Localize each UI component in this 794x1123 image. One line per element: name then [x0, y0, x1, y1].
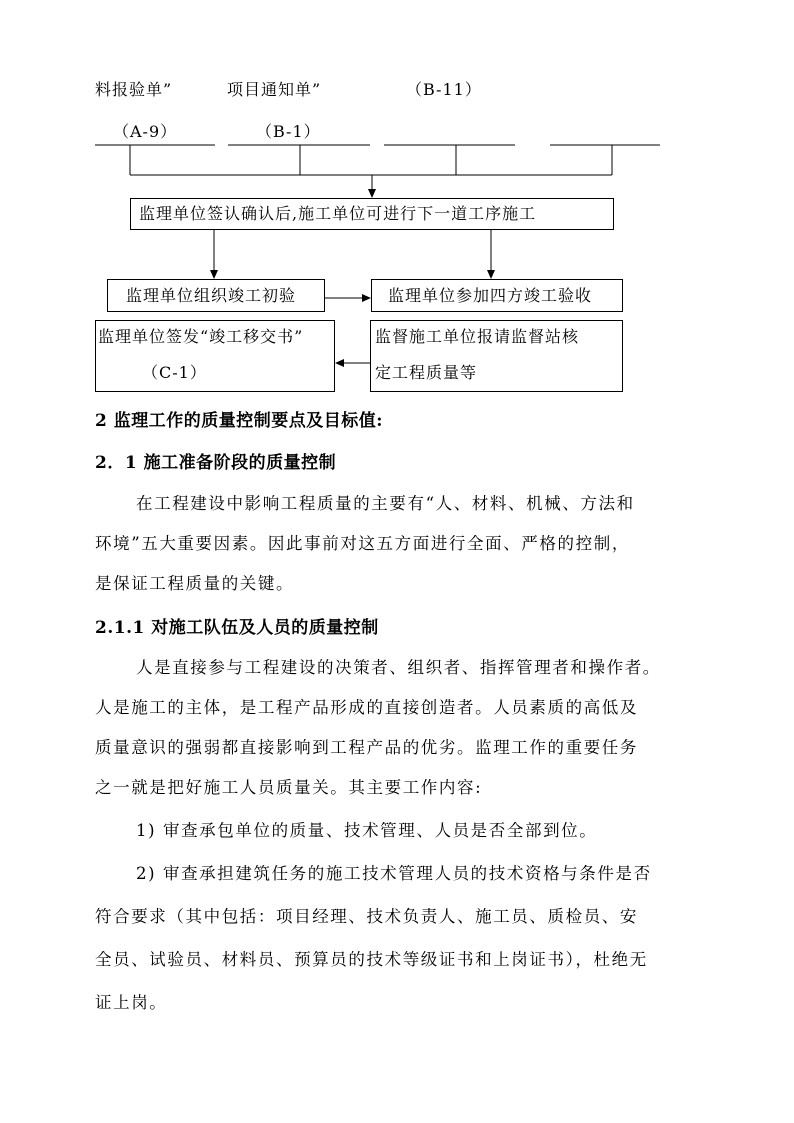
- paragraph-line: 证上岗。: [95, 993, 168, 1012]
- paragraph-line: 人是施工的主体，是工程产品形成的直接创造者。人员素质的高低及: [95, 698, 638, 717]
- code-b1-label: （B-1）: [256, 122, 321, 141]
- arrow-head: [210, 270, 218, 279]
- arrow-head: [362, 294, 371, 302]
- list-item: 2) 审查承担建筑任务的施工技术管理人员的技术资格与条件是否: [136, 864, 652, 883]
- paragraph-line: 质量意识的强弱都直接影响到工程产品的优劣。监理工作的重要任务: [95, 738, 638, 757]
- arrow-head: [368, 189, 376, 198]
- handover-box-line1: 监理单位签发“竣工移交书”: [98, 327, 304, 346]
- four-party-box-text: 监理单位参加四方竣工验收: [388, 286, 593, 305]
- paragraph-line: 全员、试验员、材料员、预算员的技术等级证书和上岗证书），杜绝无: [95, 950, 648, 969]
- supervise-box-line1: 监督施工单位报请监督站核: [375, 327, 580, 346]
- handover-box: [95, 320, 335, 392]
- list-item: 1) 审查承包单位的质量、技术管理、人员是否全部到位。: [136, 821, 598, 840]
- material-check-label: 料报验单”: [95, 80, 173, 99]
- supervise-box-line2: 定工程质量等: [375, 363, 478, 382]
- confirm-box: [130, 198, 614, 230]
- paragraph-line: 人是直接参与工程建设的决策者、组织者、指挥管理者和操作者。: [136, 658, 661, 677]
- confirm-box-text: 监理单位签认确认后,施工单位可进行下一道工序施工: [139, 204, 537, 223]
- paragraph-line: 符合要求（其中包括：项目经理、技术负责人、施工员、质检员、安: [95, 907, 638, 926]
- paragraph-line: 之一就是把好施工人员质量关。其主要工作内容:: [95, 778, 483, 797]
- arrow-head: [487, 270, 495, 279]
- paragraph-line: 是保证工程质量的关键。: [95, 574, 295, 593]
- code-b11-label: （B-11）: [406, 80, 482, 99]
- paragraph-line: 在工程建设中影响工程质量的主要有“人、材料、机械、方法和: [136, 494, 635, 513]
- section-heading: 2 监理工作的质量控制要点及目标值:: [95, 411, 384, 431]
- subsection-heading: 2．1 施工准备阶段的质量控制: [95, 453, 337, 473]
- four-party-box: [371, 279, 623, 312]
- code-a9-label: （A-9）: [113, 122, 178, 141]
- handover-box-line2: （C-1）: [142, 363, 207, 382]
- initial-check-box-text: 监理单位组织竣工初验: [126, 286, 297, 305]
- paragraph-line: 环境”五大重要因素。因此事前对这五方面进行全面、严格的控制，: [95, 534, 630, 553]
- initial-check-box: [107, 279, 325, 312]
- arrow-head: [335, 359, 344, 367]
- supervise-box: [370, 320, 623, 392]
- subsection-heading: 2.1.1 对施工队伍及人员的质量控制: [95, 618, 379, 638]
- project-notice-label: 项目通知单”: [227, 80, 322, 99]
